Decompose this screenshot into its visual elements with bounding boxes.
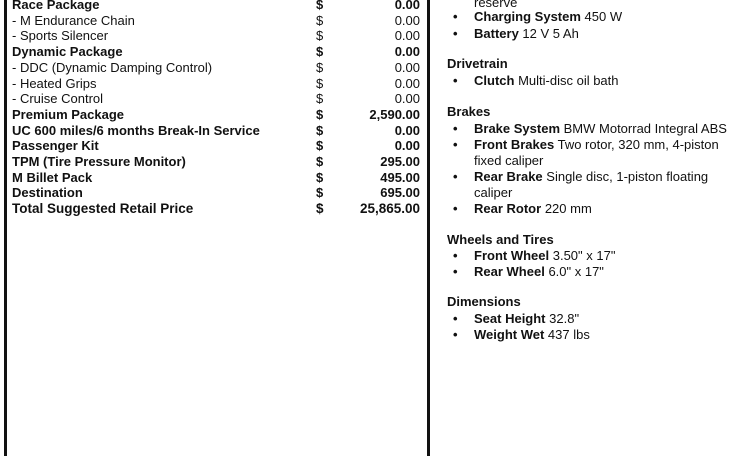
price-row-label: Premium Package — [12, 106, 125, 122]
spec-fragment: reserve — [474, 0, 518, 10]
price-row-label: UC 600 miles/6 months Break-In Service — [12, 122, 260, 138]
section-heading-drivetrain: Drivetrain — [447, 56, 508, 71]
price-row — [12, 154, 424, 170]
spec-value: 450 W — [584, 9, 623, 24]
spec-value: Two rotor, 320 mm, 4-piston fixed caliper — [474, 137, 719, 168]
bullet-icon: • — [453, 121, 458, 136]
currency-symbol: $ — [316, 106, 324, 122]
price-row — [12, 60, 424, 76]
price-amount: 0.00 — [394, 44, 420, 60]
spec-value: 32.8" — [549, 311, 580, 326]
currency-symbol: $ — [316, 59, 324, 75]
bullet-icon: • — [453, 137, 458, 152]
price-row-label: - Sports Silencer — [12, 28, 109, 44]
price-amount: 0.00 — [394, 28, 420, 44]
bullet-icon: • — [453, 264, 458, 279]
currency-symbol: $ — [316, 138, 324, 154]
price-row — [12, 185, 424, 201]
spec-name: Front Wheel — [474, 248, 550, 263]
bullet-icon: • — [453, 327, 458, 342]
currency-symbol: $ — [316, 201, 324, 217]
price-amount: 0.00 — [394, 138, 420, 154]
price-row — [12, 13, 424, 29]
price-amount: 2,590.00 — [369, 106, 420, 122]
price-row-label: - Cruise Control — [12, 91, 104, 107]
currency-symbol: $ — [316, 185, 324, 201]
bullet-icon: • — [453, 73, 458, 88]
price-amount: 0.00 — [394, 59, 420, 75]
spec-value: 437 lbs — [547, 327, 590, 342]
price-row-label: - Heated Grips — [12, 75, 97, 91]
price-row — [12, 170, 424, 186]
spec-name: Rear Brake — [474, 169, 543, 184]
price-row — [12, 138, 424, 154]
price-row-label: Passenger Kit — [12, 138, 99, 154]
spec-name: Front Brakes — [474, 137, 555, 152]
spec-value: BMW Motorrad Integral ABS — [563, 121, 727, 136]
price-row-label: Destination — [12, 185, 83, 201]
bullet-icon: • — [453, 169, 458, 184]
currency-symbol: $ — [316, 0, 324, 12]
spec-value: Multi-disc oil bath — [518, 73, 619, 88]
price-amount: 0.00 — [394, 0, 420, 12]
bullet-icon: • — [453, 311, 458, 326]
currency-symbol: $ — [316, 154, 324, 169]
price-row — [12, 76, 424, 92]
spec-name: Clutch — [474, 73, 515, 88]
price-amount: 495.00 — [380, 169, 420, 185]
price-row — [12, 123, 424, 139]
spec-value: 6.0" x 17" — [548, 264, 604, 279]
left-border-line — [4, 0, 7, 456]
total-price-row — [12, 201, 424, 217]
bullet-icon: • — [453, 9, 458, 24]
spec-name: Charging System — [474, 9, 581, 24]
spec-name: Battery — [474, 26, 519, 41]
price-row — [12, 0, 424, 13]
currency-symbol: $ — [316, 75, 324, 91]
price-row-label: Dynamic Package — [12, 44, 123, 60]
spec-value: 220 mm — [544, 201, 592, 216]
price-row-label: - DDC (Dynamic Damping Control) — [12, 59, 213, 75]
price-amount: 0.00 — [394, 75, 420, 91]
spec-name: Rear Wheel — [474, 264, 545, 279]
spec-value: 12 V 5 Ah — [522, 26, 579, 41]
total-amount: 25,865.00 — [359, 201, 420, 217]
price-amount: 0.00 — [394, 12, 420, 28]
spec-value: 3.50" x 17" — [552, 248, 616, 263]
spec-name: Weight Wet — [474, 327, 545, 342]
section-heading-wheels: Wheels and Tires — [447, 232, 554, 247]
price-row-label: - M Endurance Chain — [12, 12, 135, 28]
spec-name: Rear Rotor — [474, 201, 542, 216]
price-row-label: TPM (Tire Pressure Monitor) — [12, 154, 186, 169]
spec-name: Brake System — [474, 121, 560, 136]
currency-symbol: $ — [316, 44, 324, 60]
bullet-icon: • — [453, 248, 458, 263]
currency-symbol: $ — [316, 28, 324, 44]
price-row — [12, 107, 424, 123]
price-amount: 295.00 — [380, 154, 420, 169]
price-amount: 695.00 — [380, 185, 420, 201]
price-amount: 0.00 — [394, 91, 420, 107]
spec-value: Single disc, 1-piston floating caliper — [474, 169, 709, 200]
price-row-label: Race Package — [12, 0, 100, 12]
section-heading-brakes: Brakes — [447, 104, 491, 119]
price-row — [12, 28, 424, 44]
currency-symbol: $ — [316, 122, 324, 138]
currency-symbol: $ — [316, 169, 324, 185]
bullet-icon: • — [453, 201, 458, 216]
price-amount: 0.00 — [394, 122, 420, 138]
price-row-label: M Billet Pack — [12, 169, 93, 185]
bullet-icon: • — [453, 26, 458, 41]
center-divider-line — [427, 0, 430, 456]
currency-symbol: $ — [316, 91, 324, 107]
price-row — [12, 91, 424, 107]
spec-name: Seat Height — [474, 311, 546, 326]
section-heading-dimensions: Dimensions — [447, 294, 521, 309]
price-row — [12, 44, 424, 60]
total-label: Total Suggested Retail Price — [12, 201, 194, 217]
currency-symbol: $ — [316, 12, 324, 28]
